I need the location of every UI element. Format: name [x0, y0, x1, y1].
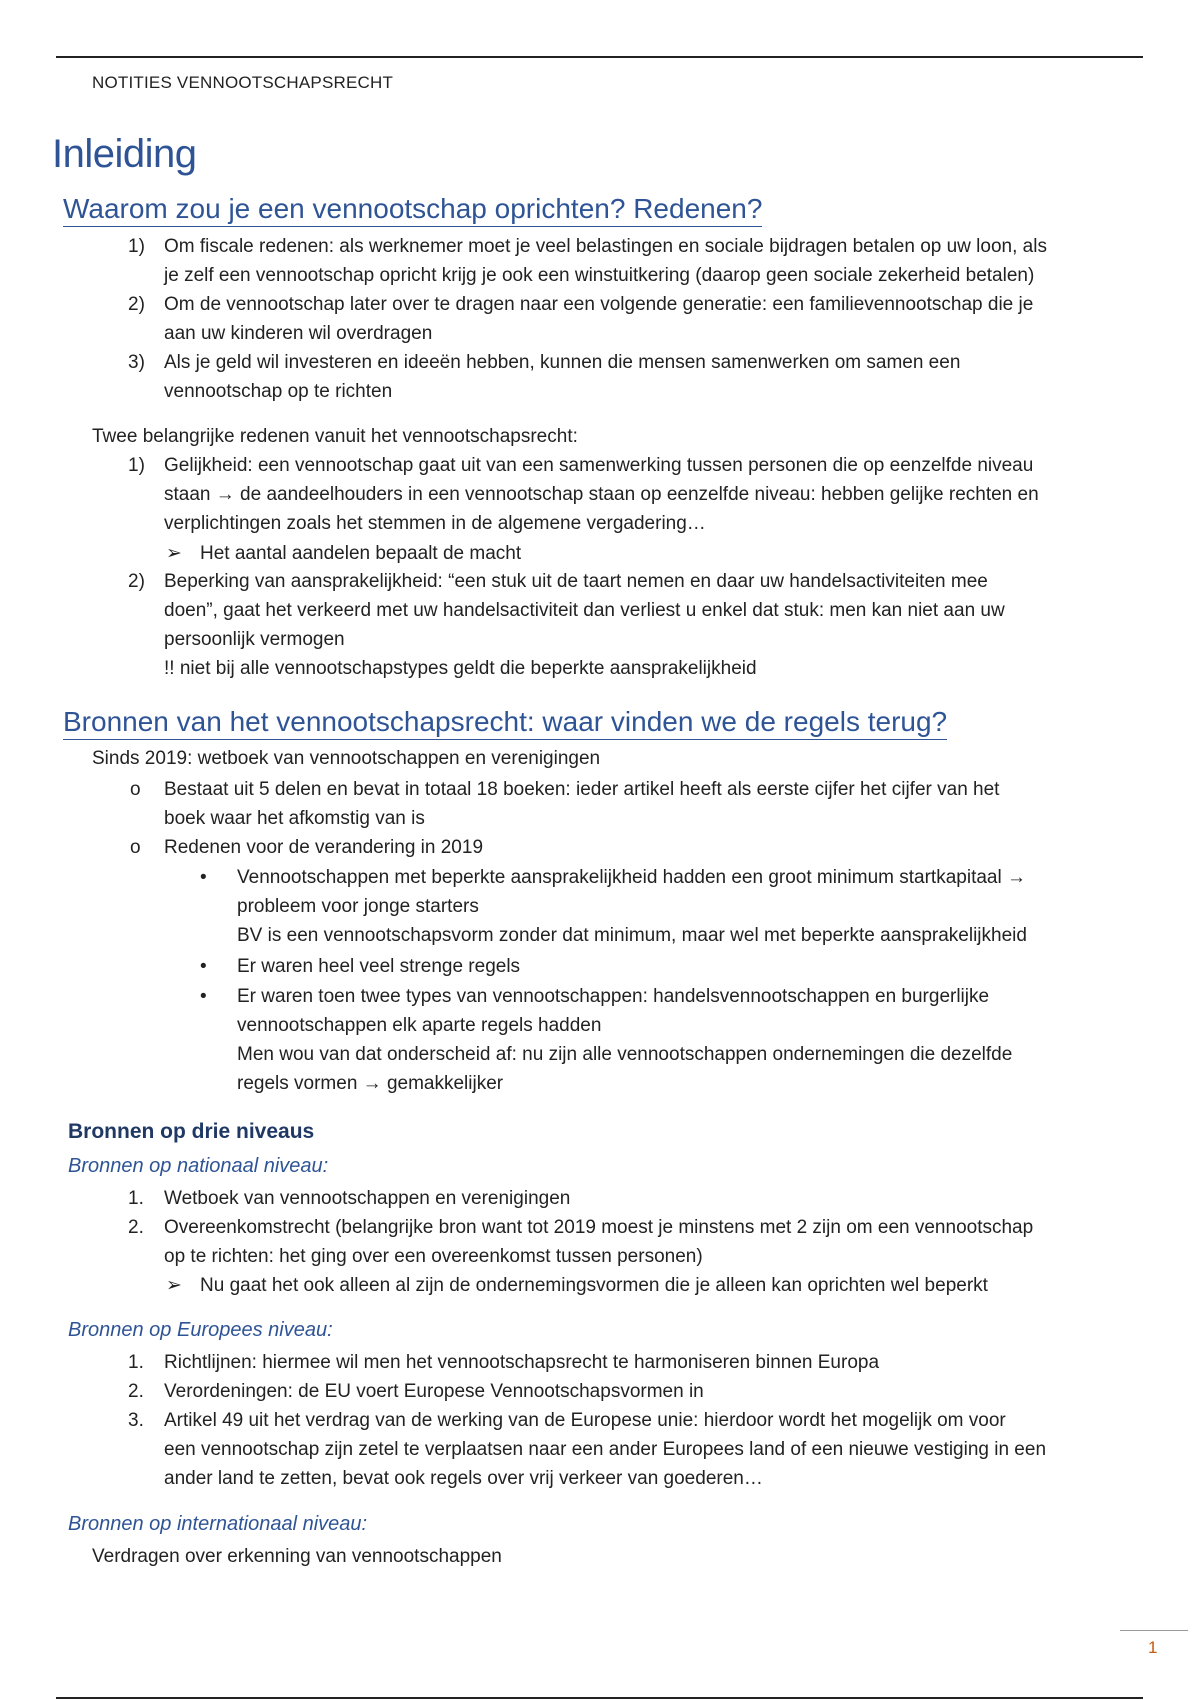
bullet-line: BV is een vennootschapsvorm zonder dat minimum, maar wel met beperkte aansprakelijkheid — [237, 925, 1027, 946]
list-number: 2. — [128, 1381, 144, 1402]
list-number: 3) — [128, 352, 145, 373]
bullet-icon: • — [200, 986, 207, 1007]
sub-item-text: Het aantal aandelen bepaalt de macht — [200, 543, 522, 564]
list-line: vennootschap op te richten — [164, 381, 393, 402]
bullet-line: vennootschappen elk aparte regels hadden — [237, 1015, 602, 1036]
sub-item — [166, 1271, 1140, 1300]
bullet-line: Er waren toen twee types van vennootschappen: handelsvennootschappen en burgerlijke — [237, 986, 990, 1007]
bullet-line: Men wou van dat onderscheid af: nu zijn alle vennootschappen ondernemingen die dezelfde — [237, 1044, 1013, 1065]
page-number: 1 — [1148, 1638, 1158, 1657]
list-line: Redenen voor de verandering in 2019 — [164, 837, 484, 858]
list-line: !! niet bij alle vennootschapstypes geldt die beperkte aansprakelijkheid — [164, 658, 757, 679]
subsection-heading-drie-niveaus: Bronnen op drie niveaus — [68, 1120, 315, 1143]
list-item — [128, 1377, 1140, 1406]
bullet-line: Vennootschappen met beperkte aansprakelijkheid hadden een groot minimum startkapitaal → — [237, 867, 1026, 888]
bullet-line: Er waren heel veel strenge regels — [237, 956, 521, 977]
subsection-heading-nationaal: Bronnen op nationaal niveau: — [68, 1155, 329, 1177]
list-line: Om fiscale redenen: als werknemer moet je veel belastingen en sociale bijdragen betalen op uw loon, als — [164, 236, 1047, 257]
list-number: 1. — [128, 1352, 144, 1373]
circle-bullet-icon: o — [130, 779, 141, 800]
footer-rule — [1120, 1630, 1188, 1631]
bullet-icon: • — [200, 956, 207, 977]
page-header: NOTITIES VENNOOTSCHAPSRECHT — [92, 73, 394, 92]
list-item — [128, 232, 1140, 290]
list-line: Artikel 49 uit het verdrag van de werking van de Europese unie: hierdoor wordt het mogelijk om voor — [164, 1410, 1006, 1431]
footer-bottom-rule — [56, 1697, 1143, 1699]
list-line: op te richten: het ging over een overeenkomst tussen personen) — [164, 1246, 703, 1267]
list-item — [128, 775, 1140, 833]
subsection-heading-internationaal: Bronnen op internationaal niveau: — [68, 1513, 368, 1535]
bullet-line: regels vormen → gemakkelijker — [237, 1073, 504, 1094]
list-line: aan uw kinderen wil overdragen — [164, 323, 433, 344]
page-title: Inleiding — [52, 132, 197, 176]
arrow-bullet-icon: ➢ — [166, 1275, 182, 1296]
list-line: een vennootschap zijn zetel te verplaatsen naar een ander Europees land of een nieuwe vestiging in een — [164, 1439, 1047, 1460]
list-line: Overeenkomstrecht (belangrijke bron want tot 2019 moest je minstens met 2 zijn om een vennootschap — [164, 1217, 1034, 1238]
list-line: Beperking van aansprakelijkheid: “een stuk uit de taart nemen en daar uw handelsactiviteiten mee — [164, 571, 988, 592]
subsection-heading-europees: Bronnen op Europees niveau: — [68, 1319, 333, 1341]
list-line: Richtlijnen: hiermee wil men het vennootschapsrecht te harmoniseren binnen Europa — [164, 1352, 880, 1373]
list-line: Om de vennootschap later over te dragen naar een volgende generatie: een familievennootschap die je — [164, 294, 1034, 315]
paragraph-sinds: Sinds 2019: wetboek van vennootschappen en verenigingen — [92, 748, 601, 769]
bullet-icon: • — [200, 867, 207, 888]
list-number: 2) — [128, 571, 145, 592]
arrow-bullet-icon: ➢ — [166, 543, 182, 564]
list-line: Verordeningen: de EU voert Europese Vennootschapsvormen in — [164, 1381, 704, 1402]
circle-bullet-icon: o — [130, 837, 141, 858]
sub-item — [166, 539, 1140, 568]
list-item — [128, 833, 1140, 862]
list-number: 1) — [128, 455, 145, 476]
list-number: 1. — [128, 1188, 144, 1209]
list-item — [128, 567, 1140, 683]
bullet-line: probleem voor jonge starters — [237, 896, 479, 917]
list-line: Wetboek van vennootschappen en verenigingen — [164, 1188, 571, 1209]
list-number: 2) — [128, 294, 145, 315]
list-item — [128, 451, 1140, 538]
list-line: ander land te zetten, bevat ook regels over vrij verkeer van goederen… — [164, 1468, 763, 1489]
list-item — [128, 348, 1140, 406]
paragraph-intro: Twee belangrijke redenen vanuit het vennootschapsrecht: — [92, 426, 578, 447]
list-line: boek waar het afkomstig van is — [164, 808, 425, 829]
bullet-item — [200, 982, 1140, 1098]
list-line: Gelijkheid: een vennootschap gaat uit van een samenwerking tussen personen die op eenzelfde niveau — [164, 455, 1034, 476]
list-item — [128, 1406, 1140, 1493]
list-line: verplichtingen zoals het stemmen in de algemene vergadering… — [164, 513, 706, 534]
list-line: Bestaat uit 5 delen en bevat in totaal 18 boeken: ieder artikel heeft als eerste cijfer het cijfer van het — [164, 779, 1000, 800]
list-number: 1) — [128, 236, 145, 257]
list-line: persoonlijk vermogen — [164, 629, 345, 650]
list-line: je zelf een vennootschap opricht krijg je ook een winstuitkering (daarop geen sociale zekerheid betalen) — [164, 265, 1035, 286]
header-rule — [56, 56, 1143, 58]
list-item — [128, 1213, 1140, 1271]
list-item — [128, 1348, 1140, 1377]
section-heading-redenen: Waarom zou je een vennootschap oprichten? Redenen? — [63, 193, 762, 227]
list-item — [128, 1184, 1140, 1213]
bullet-item — [200, 863, 1140, 950]
list-line: doen”, gaat het verkeerd met uw handelsactiviteit dan verliest u enkel dat stuk: men kan niet aan uw — [164, 600, 1005, 621]
list-line: Als je geld wil investeren en ideeën hebben, kunnen die mensen samenwerken om samen een — [164, 352, 961, 373]
bullet-item — [200, 952, 1140, 981]
paragraph-verdragen: Verdragen over erkenning van vennootschappen — [92, 1546, 502, 1567]
list-number: 3. — [128, 1410, 144, 1431]
list-number: 2. — [128, 1217, 144, 1238]
list-line: staan → de aandeelhouders in een vennootschap staan op eenzelfde niveau: hebben gelijke rechten en — [164, 484, 1039, 505]
list-item — [128, 290, 1140, 348]
section-heading-bronnen: Bronnen van het vennootschapsrecht: waar vinden we de regels terug? — [63, 706, 947, 740]
sub-item-text: Nu gaat het ook alleen al zijn de ondernemingsvormen die je alleen kan oprichten wel beperkt — [200, 1275, 988, 1296]
